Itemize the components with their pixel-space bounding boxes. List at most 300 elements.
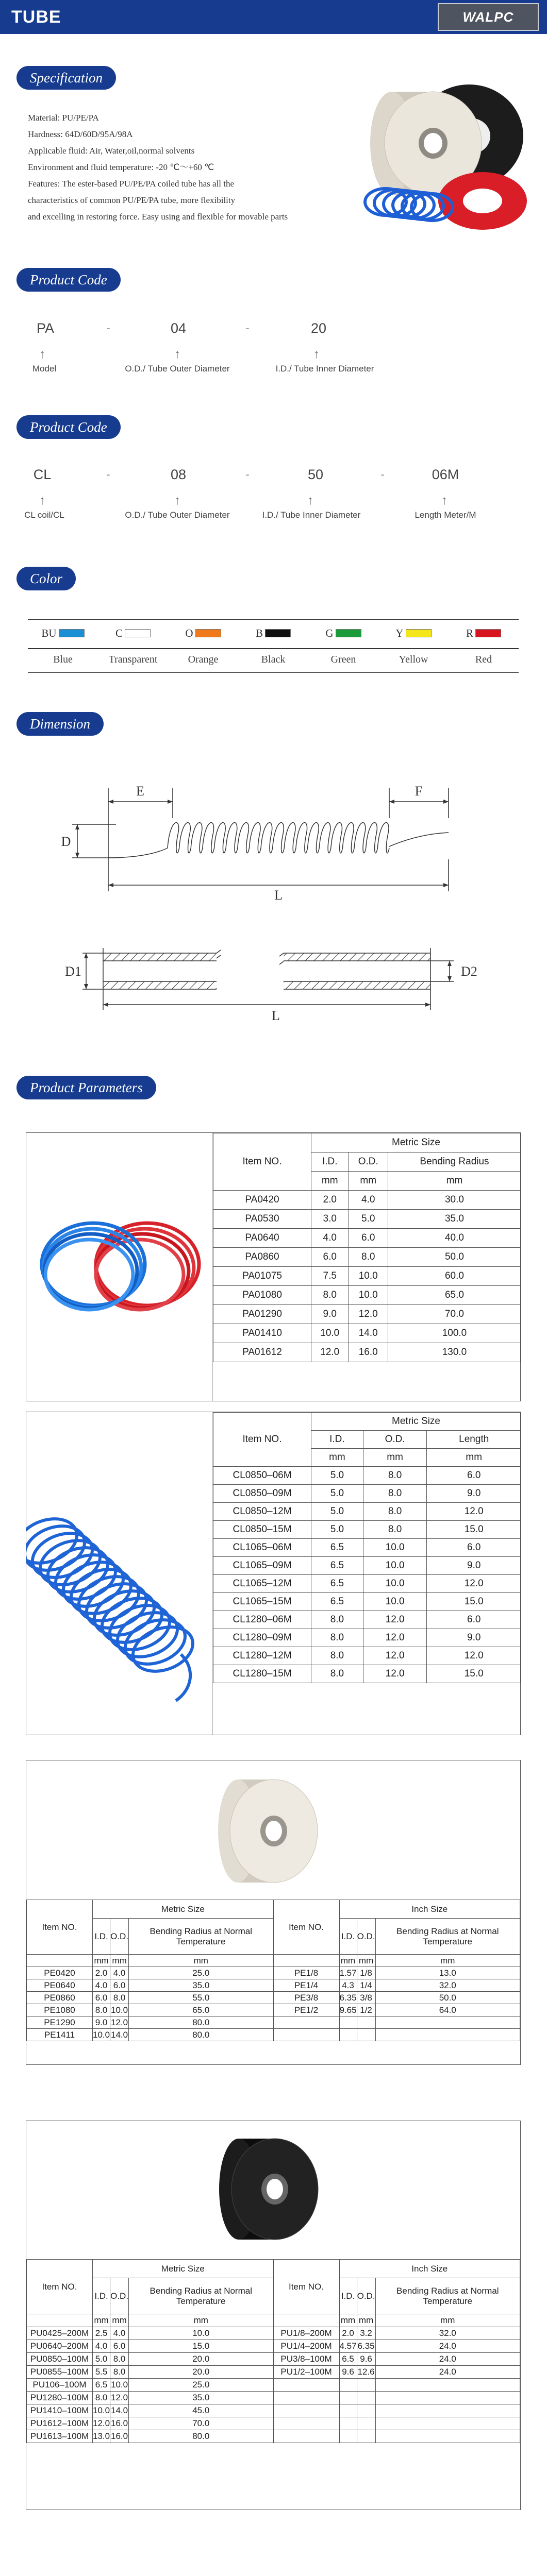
value-cell: 3/8	[357, 1992, 375, 2004]
value-cell: 8.0	[363, 1503, 427, 1521]
dimension-label-e: E	[136, 784, 144, 799]
item-no-cell: PA0420	[213, 1191, 311, 1210]
color-name: Black	[261, 654, 286, 665]
up-arrow-icon: ↑	[307, 494, 313, 507]
value-cell: 4.0	[93, 1979, 110, 1992]
value-cell: 13.0	[93, 2430, 110, 2443]
item-no-cell: PU3/8–100M	[273, 2353, 339, 2366]
value-cell: 9.0	[427, 1485, 521, 1503]
value-cell	[339, 2392, 357, 2404]
color-code-line	[378, 627, 449, 639]
code-separator: -	[106, 321, 110, 334]
value-cell: 6.0	[427, 1467, 521, 1485]
value-cell: 8.0	[363, 1485, 427, 1503]
value-cell: 50.0	[375, 1992, 520, 2004]
color-code: Y	[395, 626, 404, 639]
up-arrow-icon: ↑	[39, 347, 45, 361]
value-cell: 1/8	[357, 1967, 375, 1979]
color-code: C	[115, 626, 123, 639]
value-cell: 12.0	[363, 1647, 427, 1665]
value-cell	[375, 2404, 520, 2417]
up-arrow-icon: ↑	[174, 494, 180, 507]
color-swatch-icon	[125, 629, 151, 637]
value-cell: 10.0	[363, 1593, 427, 1611]
table-row	[213, 1539, 521, 1557]
specification-heading: Specification	[16, 66, 116, 90]
item-no-cell	[273, 2029, 339, 2041]
table-row	[213, 1665, 521, 1683]
code-label-model: CL coil/CL	[24, 510, 64, 520]
code-label-od: O.D./ Tube Outer Diameter	[125, 510, 230, 520]
color-code: O	[185, 626, 193, 639]
product-code-heading: Product Code	[16, 268, 121, 292]
column-header: Bending Radius at Normal Temperature	[129, 1919, 273, 1955]
column-header: O.D.	[357, 1919, 375, 1955]
table-row	[213, 1575, 521, 1593]
metric-size-header: Metric Size	[311, 1133, 521, 1153]
code-token-od: 08	[170, 467, 187, 482]
table-row	[27, 2379, 520, 2392]
value-cell: 10.0	[363, 1575, 427, 1593]
value-cell	[357, 2430, 375, 2443]
column-header: I.D.	[339, 1919, 357, 1955]
coil-dimension-diagram	[52, 756, 474, 926]
item-no-cell: CL1280–15M	[213, 1665, 311, 1683]
tube-dimension-diagram	[62, 933, 485, 1036]
unit-label: mm	[375, 2314, 520, 2327]
table-row	[27, 2327, 520, 2340]
color-swatch-icon	[475, 629, 501, 637]
item-no-cell: CL0850–12M	[213, 1503, 311, 1521]
item-no-cell: PA01075	[213, 1267, 311, 1286]
table-row	[27, 1967, 520, 1979]
value-cell: 6.0	[349, 1229, 388, 1248]
item-no-cell: PA0860	[213, 1248, 311, 1267]
brand-logo-text: WALPC	[462, 9, 514, 25]
table-row	[27, 2366, 520, 2379]
color-code-line	[238, 627, 308, 639]
unit-label: mm	[427, 1449, 521, 1467]
specification-text	[28, 110, 358, 225]
column-header: Length	[427, 1431, 521, 1449]
unit-label: mm	[349, 1172, 388, 1191]
value-cell: 2.0	[93, 1967, 110, 1979]
value-cell: 3.0	[311, 1210, 349, 1229]
dimension-label-f: F	[415, 784, 423, 799]
table-row	[27, 1992, 520, 2004]
product-code-row-cl	[0, 467, 547, 523]
dimension-label-l: L	[272, 1008, 280, 1023]
color-code-line	[168, 627, 238, 639]
value-cell: 1/4	[357, 1979, 375, 1992]
value-cell: 10.0	[110, 2004, 129, 2016]
value-cell: 70.0	[129, 2417, 273, 2430]
color-name: Orange	[188, 654, 219, 665]
value-cell: 12.0	[363, 1611, 427, 1629]
column-header: O.D.	[110, 1919, 129, 1955]
table-row	[213, 1611, 521, 1629]
column-header: O.D.	[110, 2278, 129, 2314]
color-swatch-cell	[308, 620, 378, 673]
table-row	[213, 1267, 521, 1286]
value-cell: 6.35	[357, 2340, 375, 2353]
value-cell	[357, 2379, 375, 2392]
dimension-label-d1: D1	[65, 964, 81, 979]
code-separator: -	[106, 468, 110, 481]
value-cell: 1/2	[357, 2004, 375, 2016]
value-cell	[339, 2379, 357, 2392]
item-no-cell: PU0855–100M	[27, 2366, 93, 2379]
value-cell: 8.0	[363, 1521, 427, 1539]
value-cell: 12.0	[363, 1665, 427, 1683]
item-no-header: Item NO.	[273, 2260, 339, 2314]
item-no-cell	[273, 2379, 339, 2392]
color-name: Transparent	[108, 654, 158, 665]
spec-line: characteristics of common PU/PE/PA tube, more flexibility	[28, 195, 236, 205]
table-unit-row	[27, 2314, 520, 2327]
table-row	[27, 2029, 520, 2041]
item-no-header: Item NO.	[27, 2260, 93, 2314]
value-cell: 7.5	[311, 1267, 349, 1286]
table-header-row	[213, 1133, 521, 1153]
unit-label: mm	[339, 2314, 357, 2327]
item-no-cell: PU106–100M	[27, 2379, 93, 2392]
table-row	[213, 1647, 521, 1665]
column-header: I.D.	[93, 2278, 110, 2314]
color-swatch-cell	[449, 620, 519, 673]
color-code-line	[449, 627, 519, 639]
item-no-cell	[273, 2417, 339, 2430]
value-cell: 13.0	[375, 1967, 520, 1979]
code-token-length: 06M	[432, 467, 459, 482]
value-cell: 8.0	[93, 2392, 110, 2404]
item-no-cell	[273, 2404, 339, 2417]
value-cell: 24.0	[375, 2366, 520, 2379]
color-swatch-icon	[265, 629, 291, 637]
value-cell: 5.0	[311, 1521, 363, 1539]
color-swatch-icon	[406, 629, 432, 637]
item-no-cell: PE1290	[27, 2016, 93, 2029]
value-cell: 4.57	[339, 2340, 357, 2353]
pa-tube-coils-photo	[26, 1133, 212, 1401]
value-cell	[357, 2392, 375, 2404]
empty-cell	[27, 2314, 93, 2327]
item-no-cell: PU1612–100M	[27, 2417, 93, 2430]
value-cell	[339, 2404, 357, 2417]
value-cell	[375, 2430, 520, 2443]
up-arrow-icon: ↑	[39, 494, 45, 507]
value-cell: 8.0	[93, 2004, 110, 2016]
value-cell: 35.0	[129, 1979, 273, 1992]
value-cell: 4.0	[349, 1191, 388, 1210]
unit-label: mm	[93, 1955, 110, 1967]
item-no-header: Item NO.	[27, 1900, 93, 1955]
value-cell: 15.0	[427, 1521, 521, 1539]
value-cell: 9.0	[311, 1305, 349, 1324]
value-cell: 12.0	[363, 1629, 427, 1647]
table-row	[213, 1593, 521, 1611]
tube-reels-photo	[355, 82, 535, 237]
value-cell: 6.5	[311, 1593, 363, 1611]
product-parameters-heading: Product Parameters	[16, 1076, 156, 1099]
pe-tube-reel-photo	[217, 1767, 330, 1895]
spec-line: Environment and fluid temperature: -20 ℃～+60 ℃	[28, 162, 214, 172]
item-no-cell: PE0420	[27, 1967, 93, 1979]
unit-label: mm	[357, 2314, 375, 2327]
pu-tube-reel-photo	[217, 2128, 330, 2252]
table-row	[213, 1210, 521, 1229]
item-no-cell: PU1/8–200M	[273, 2327, 339, 2340]
up-arrow-icon: ↑	[174, 347, 180, 361]
up-arrow-icon: ↑	[441, 494, 447, 507]
spec-line: Material: PU/PE/PA	[28, 113, 99, 123]
unit-label: mm	[388, 1172, 521, 1191]
column-header: O.D.	[357, 2278, 375, 2314]
item-no-cell: CL0850–15M	[213, 1521, 311, 1539]
table-row	[27, 2016, 520, 2029]
metric-size-header: Metric Size	[93, 1900, 274, 1919]
value-cell: 6.5	[311, 1575, 363, 1593]
column-header: O.D.	[363, 1431, 427, 1449]
value-cell: 35.0	[388, 1210, 521, 1229]
value-cell: 15.0	[427, 1665, 521, 1683]
value-cell: 4.0	[93, 2340, 110, 2353]
value-cell: 8.0	[363, 1467, 427, 1485]
value-cell: 12.0	[311, 1343, 349, 1362]
value-cell: 5.0	[349, 1210, 388, 1229]
table-row	[27, 1979, 520, 1992]
brand-logo	[438, 3, 539, 31]
dimension-heading: Dimension	[16, 712, 104, 736]
value-cell: 12.0	[427, 1575, 521, 1593]
table-row	[213, 1324, 521, 1343]
value-cell: 2.5	[93, 2327, 110, 2340]
item-no-cell	[273, 2392, 339, 2404]
item-no-cell: PE0640	[27, 1979, 93, 1992]
table-row	[213, 1248, 521, 1267]
table-row	[27, 2430, 520, 2443]
unit-label: mm	[129, 1955, 273, 1967]
value-cell: 12.0	[349, 1305, 388, 1324]
value-cell: 12.0	[93, 2417, 110, 2430]
value-cell: 4.3	[339, 1979, 357, 1992]
value-cell: 30.0	[388, 1191, 521, 1210]
value-cell: 5.0	[311, 1485, 363, 1503]
code-separator: -	[245, 468, 250, 481]
value-cell: 6.5	[311, 1539, 363, 1557]
empty-cell	[273, 1955, 339, 1967]
pa-parameters-table	[213, 1133, 521, 1362]
value-cell: 130.0	[388, 1343, 521, 1362]
unit-label: mm	[375, 1955, 520, 1967]
code-separator: -	[245, 321, 250, 334]
item-no-cell: CL1065–15M	[213, 1593, 311, 1611]
item-no-cell: PE1/2	[273, 2004, 339, 2016]
color-name: Green	[330, 654, 356, 665]
unit-label: mm	[339, 1955, 357, 1967]
item-no-cell	[273, 2430, 339, 2443]
column-header: I.D.	[311, 1153, 349, 1172]
table-row	[213, 1343, 521, 1362]
color-code: BU	[41, 626, 57, 639]
value-cell: 6.5	[339, 2353, 357, 2366]
column-header: Bending Radius	[388, 1153, 521, 1172]
value-cell: 65.0	[129, 2004, 273, 2016]
metric-size-header: Metric Size	[93, 2260, 274, 2278]
value-cell: 16.0	[349, 1343, 388, 1362]
value-cell: 6.5	[93, 2379, 110, 2392]
unit-label: mm	[110, 2314, 129, 2327]
value-cell: 80.0	[129, 2430, 273, 2443]
inch-size-header: Inch Size	[339, 2260, 520, 2278]
value-cell: 8.0	[311, 1629, 363, 1647]
pe-table-panel	[26, 1760, 521, 2065]
code-label-length: Length Meter/M	[415, 510, 476, 520]
value-cell: 8.0	[311, 1665, 363, 1683]
column-header: Bending Radius at Normal Temperature	[375, 2278, 520, 2314]
spec-line: Features: The ester-based PU/PE/PA coiled tube has all the	[28, 179, 235, 189]
value-cell: 5.0	[93, 2353, 110, 2366]
table-row	[27, 2004, 520, 2016]
value-cell	[339, 2417, 357, 2430]
value-cell: 64.0	[375, 2004, 520, 2016]
value-cell: 32.0	[375, 2327, 520, 2340]
value-cell: 15.0	[427, 1593, 521, 1611]
value-cell: 9.0	[427, 1557, 521, 1575]
value-cell: 5.0	[311, 1503, 363, 1521]
value-cell: 6.0	[311, 1248, 349, 1267]
value-cell: 45.0	[129, 2404, 273, 2417]
color-name: Yellow	[399, 654, 428, 665]
header-bar	[0, 0, 547, 34]
value-cell: 14.0	[110, 2404, 129, 2417]
value-cell: 8.0	[311, 1286, 349, 1305]
value-cell: 80.0	[129, 2016, 273, 2029]
value-cell: 12.0	[110, 2392, 129, 2404]
item-no-cell: CL1280–06M	[213, 1611, 311, 1629]
item-no-cell: PU1/4–200M	[273, 2340, 339, 2353]
value-cell: 8.0	[110, 2366, 129, 2379]
value-cell: 20.0	[129, 2366, 273, 2379]
color-swatch-cell	[168, 620, 238, 673]
value-cell: 70.0	[388, 1305, 521, 1324]
pe-parameters-table	[26, 1900, 520, 2041]
value-cell: 10.0	[93, 2404, 110, 2417]
value-cell	[375, 2417, 520, 2430]
empty-cell	[27, 1955, 93, 1967]
item-no-cell: PA01612	[213, 1343, 311, 1362]
page-title: TUBE	[11, 7, 61, 27]
item-no-cell: CL1280–09M	[213, 1629, 311, 1647]
item-no-cell: PA01410	[213, 1324, 311, 1343]
value-cell: 6.35	[339, 1992, 357, 2004]
color-swatch-cell	[238, 620, 308, 673]
value-cell: 12.0	[427, 1647, 521, 1665]
value-cell: 40.0	[388, 1229, 521, 1248]
code-label-id: I.D./ Tube Inner Diameter	[275, 364, 374, 374]
value-cell	[357, 2029, 375, 2041]
table-row	[213, 1229, 521, 1248]
value-cell: 55.0	[129, 1992, 273, 2004]
value-cell: 6.0	[110, 1979, 129, 1992]
value-cell: 9.0	[427, 1629, 521, 1647]
value-cell: 65.0	[388, 1286, 521, 1305]
unit-label: mm	[93, 2314, 110, 2327]
item-no-cell: PE1/8	[273, 1967, 339, 1979]
dimension-label-d: D	[61, 834, 71, 849]
value-cell	[357, 2016, 375, 2029]
value-cell: 9.6	[339, 2366, 357, 2379]
value-cell: 12.0	[427, 1503, 521, 1521]
item-no-cell: PE1/4	[273, 1979, 339, 1992]
unit-label: mm	[311, 1449, 363, 1467]
item-no-cell: CL1280–12M	[213, 1647, 311, 1665]
item-no-header: Item NO.	[213, 1133, 311, 1191]
code-label-model: Model	[32, 364, 57, 374]
value-cell: 8.0	[311, 1611, 363, 1629]
item-no-cell: CL0850–06M	[213, 1467, 311, 1485]
value-cell: 8.0	[349, 1248, 388, 1267]
value-cell: 14.0	[110, 2029, 129, 2041]
value-cell: 4.0	[110, 2327, 129, 2340]
table-header-row	[27, 1900, 520, 1919]
value-cell: 5.5	[93, 2366, 110, 2379]
value-cell: 8.0	[311, 1647, 363, 1665]
item-no-cell: PA01290	[213, 1305, 311, 1324]
item-no-cell: PU0425–200M	[27, 2327, 93, 2340]
item-no-cell: CL0850–09M	[213, 1485, 311, 1503]
column-header: Bending Radius at Normal Temperature	[129, 2278, 273, 2314]
value-cell: 10.0	[311, 1324, 349, 1343]
column-header: O.D.	[349, 1153, 388, 1172]
color-heading: Color	[16, 567, 76, 590]
value-cell: 10.0	[349, 1286, 388, 1305]
table-header-row	[27, 2260, 520, 2278]
value-cell	[375, 2392, 520, 2404]
color-swatch-cell	[378, 620, 449, 673]
table-row	[213, 1629, 521, 1647]
dimension-label-d2: D2	[461, 964, 477, 979]
value-cell: 25.0	[129, 1967, 273, 1979]
value-cell: 35.0	[129, 2392, 273, 2404]
item-no-cell: PA01080	[213, 1286, 311, 1305]
value-cell: 16.0	[110, 2430, 129, 2443]
pu-parameters-table	[26, 2259, 520, 2443]
table-row	[27, 2417, 520, 2430]
item-no-cell: CL1065–06M	[213, 1539, 311, 1557]
value-cell: 3.2	[357, 2327, 375, 2340]
value-cell	[357, 2417, 375, 2430]
unit-label: mm	[129, 2314, 273, 2327]
value-cell: 6.0	[110, 2340, 129, 2353]
item-no-cell: PE0860	[27, 1992, 93, 2004]
code-token-model: CL	[33, 467, 52, 482]
table-row	[213, 1557, 521, 1575]
spec-line: Applicable fluid: Air, Water,oil,normal solvents	[28, 146, 195, 156]
value-cell: 25.0	[129, 2379, 273, 2392]
code-label-od: O.D./ Tube Outer Diameter	[125, 364, 230, 374]
code-token-id: 50	[307, 467, 324, 482]
table-header-row	[213, 1413, 521, 1431]
color-name: Blue	[53, 654, 73, 665]
value-cell: 2.0	[311, 1191, 349, 1210]
spec-line: Hardness: 64D/60D/95A/98A	[28, 129, 133, 139]
code-token-model: PA	[36, 320, 55, 336]
unit-label: mm	[311, 1172, 349, 1191]
item-no-cell: PE1411	[27, 2029, 93, 2041]
value-cell: 4.0	[110, 1967, 129, 1979]
up-arrow-icon: ↑	[313, 347, 320, 361]
